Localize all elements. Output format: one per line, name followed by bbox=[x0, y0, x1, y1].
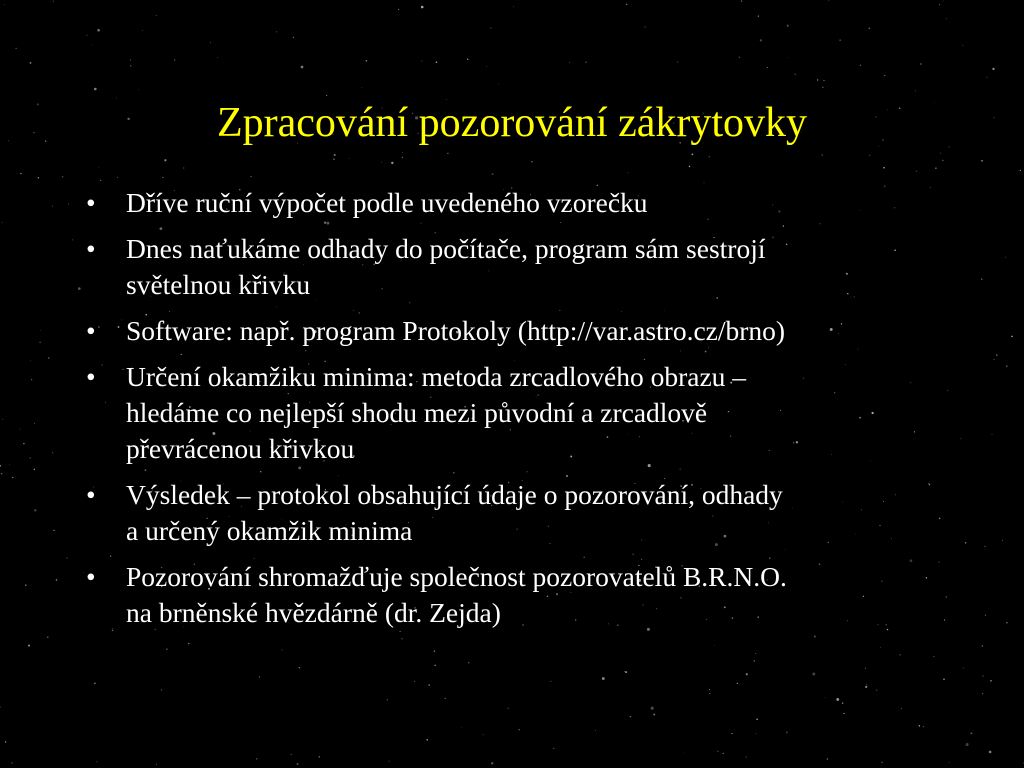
star-dot bbox=[628, 172, 629, 173]
bullet-text bbox=[126, 359, 966, 467]
bullet-item bbox=[86, 477, 966, 549]
star-dot bbox=[595, 730, 596, 731]
star-dot bbox=[68, 203, 69, 204]
bullet-icon: • bbox=[86, 361, 96, 392]
bullet-item bbox=[86, 359, 966, 467]
star-dot bbox=[34, 469, 35, 470]
star-dot bbox=[94, 88, 97, 91]
star-dot bbox=[935, 168, 936, 169]
star-dot bbox=[1, 473, 2, 474]
star-dot bbox=[691, 153, 693, 155]
star-dot bbox=[293, 37, 294, 38]
star-dot bbox=[402, 152, 403, 153]
star-dot bbox=[624, 671, 625, 672]
star-dot bbox=[83, 572, 84, 573]
star-dot bbox=[2, 222, 3, 223]
star-dot bbox=[62, 176, 64, 178]
star-dot bbox=[709, 156, 710, 157]
star-dot bbox=[299, 667, 300, 668]
star-dot bbox=[94, 683, 96, 685]
star-dot bbox=[447, 153, 448, 154]
star-dot bbox=[9, 464, 10, 465]
star-dot bbox=[20, 173, 22, 175]
star-dot bbox=[602, 677, 605, 680]
star-dot bbox=[823, 80, 824, 81]
star-dot bbox=[188, 643, 190, 645]
star-dot bbox=[860, 65, 861, 66]
star-dot bbox=[993, 359, 994, 360]
star-dot bbox=[142, 30, 143, 31]
star-dot bbox=[723, 753, 724, 754]
star-dot bbox=[876, 690, 877, 691]
star-dot bbox=[491, 762, 493, 764]
star-dot bbox=[78, 287, 81, 290]
star-dot bbox=[746, 673, 748, 675]
star-dot bbox=[933, 656, 934, 657]
star-dot bbox=[23, 443, 24, 444]
star-dot bbox=[786, 731, 788, 733]
star-dot bbox=[387, 699, 388, 700]
star-dot bbox=[949, 762, 950, 763]
star-dot bbox=[251, 176, 252, 177]
bullet-line: Určení okamžiku minima: metoda zrcadlového obrazu – bbox=[126, 361, 747, 392]
star-dot bbox=[869, 155, 870, 156]
bullet-item bbox=[86, 231, 966, 303]
bullet-line: Dnes naťukáme odhady do počítače, program sám sestrojí bbox=[126, 233, 766, 264]
bullet-line: Pozorování shromažďuje společnost pozorovatelů B.R.N.O. bbox=[126, 561, 787, 592]
star-dot bbox=[709, 689, 710, 690]
star-dot bbox=[985, 614, 986, 615]
star-dot bbox=[709, 693, 710, 694]
star-dot bbox=[66, 557, 67, 558]
star-dot bbox=[30, 360, 31, 361]
star-dot bbox=[881, 762, 882, 763]
star-dot bbox=[53, 530, 54, 531]
star-dot bbox=[970, 732, 972, 734]
star-dot bbox=[445, 698, 446, 699]
star-dot bbox=[984, 546, 985, 547]
star-dot bbox=[901, 708, 902, 709]
star-dot bbox=[402, 157, 403, 158]
star-dot bbox=[53, 0, 54, 1]
star-dot bbox=[38, 177, 39, 178]
star-dot bbox=[426, 739, 428, 741]
star-dot bbox=[731, 733, 732, 734]
star-dot bbox=[1011, 336, 1013, 338]
star-dot bbox=[746, 757, 747, 758]
slide-title: Zpracování pozorování zákrytovky bbox=[216, 100, 808, 146]
star-dot bbox=[982, 675, 983, 676]
star-dot bbox=[4, 4, 5, 5]
star-dot bbox=[461, 727, 462, 728]
star-dot bbox=[349, 158, 350, 159]
star-dot bbox=[161, 690, 162, 691]
star-dot bbox=[156, 15, 157, 16]
star-dot bbox=[989, 751, 992, 754]
star-dot bbox=[714, 645, 715, 646]
star-dot bbox=[513, 6, 514, 7]
star-dot bbox=[334, 154, 336, 156]
star-dot bbox=[677, 61, 679, 63]
star-dot bbox=[920, 63, 921, 64]
star-dot bbox=[836, 698, 839, 701]
star-dot bbox=[1006, 366, 1007, 367]
star-dot bbox=[982, 693, 983, 694]
bullet-line: světelnou křivku bbox=[126, 269, 311, 300]
star-dot bbox=[827, 758, 828, 759]
star-dot bbox=[0, 465, 1, 467]
star-dot bbox=[553, 748, 554, 749]
star-dot bbox=[981, 279, 982, 280]
star-dot bbox=[52, 452, 53, 453]
star-dot bbox=[869, 28, 870, 29]
star-dot bbox=[259, 676, 260, 677]
star-dot bbox=[40, 330, 41, 331]
star-dot bbox=[25, 585, 26, 586]
star-dot bbox=[28, 645, 30, 647]
star-dot bbox=[421, 6, 424, 9]
star-dot bbox=[301, 66, 304, 69]
star-dot bbox=[333, 158, 334, 159]
star-dot bbox=[130, 65, 131, 66]
star-dot bbox=[2, 419, 3, 420]
star-dot bbox=[138, 90, 139, 91]
bullet-item bbox=[86, 559, 966, 631]
star-dot bbox=[880, 647, 881, 648]
star-dot bbox=[865, 686, 867, 688]
star-dot bbox=[866, 684, 867, 685]
star-dot bbox=[940, 153, 941, 154]
star-dot bbox=[787, 25, 789, 27]
star-dot bbox=[361, 87, 362, 88]
star-dot bbox=[291, 754, 292, 755]
star-dot bbox=[0, 707, 1, 708]
star-dot bbox=[943, 679, 945, 681]
star-dot bbox=[12, 477, 13, 478]
star-dot bbox=[34, 509, 36, 511]
star-dot bbox=[52, 206, 53, 207]
star-dot bbox=[174, 59, 175, 60]
star-dot bbox=[381, 162, 382, 163]
star-dot bbox=[737, 683, 738, 684]
star-dot bbox=[467, 59, 468, 60]
star-dot bbox=[900, 654, 901, 655]
star-dot bbox=[689, 166, 690, 167]
star-dot bbox=[72, 239, 73, 240]
star-dot bbox=[217, 57, 218, 58]
star-dot bbox=[962, 45, 963, 46]
star-dot bbox=[15, 48, 16, 49]
star-dot bbox=[498, 83, 499, 84]
star-dot bbox=[434, 665, 435, 666]
star-dot bbox=[992, 434, 993, 435]
star-dot bbox=[436, 61, 438, 63]
star-dot bbox=[483, 734, 484, 735]
star-dot bbox=[817, 79, 818, 80]
star-dot bbox=[87, 35, 88, 36]
bullet-item bbox=[86, 185, 966, 221]
star-dot bbox=[916, 170, 917, 171]
star-dot bbox=[490, 27, 491, 28]
star-dot bbox=[987, 77, 988, 78]
star-dot bbox=[963, 668, 964, 669]
star-dot bbox=[569, 62, 570, 63]
bullet-text bbox=[126, 559, 966, 631]
bullet-text bbox=[126, 231, 966, 303]
star-dot bbox=[767, 67, 768, 68]
star-dot bbox=[164, 159, 166, 161]
bullet-icon: • bbox=[86, 561, 96, 592]
star-dot bbox=[822, 155, 823, 156]
star-dot bbox=[276, 31, 277, 32]
star-dot bbox=[550, 681, 551, 682]
star-dot bbox=[645, 26, 646, 27]
bullet-line: na brněnské hvězdárně (dr. Zejda) bbox=[126, 597, 501, 628]
bullet-list bbox=[86, 185, 966, 641]
star-dot bbox=[486, 66, 487, 67]
star-dot bbox=[842, 702, 843, 703]
star-dot bbox=[787, 57, 788, 58]
bullet-text bbox=[126, 477, 966, 549]
star-dot bbox=[1002, 540, 1003, 541]
star-dot bbox=[651, 707, 654, 710]
star-dot bbox=[117, 177, 118, 178]
bullet-line: Dříve ruční výpočet podle uvedeného vzorečku bbox=[126, 187, 648, 218]
star-dot bbox=[630, 716, 632, 718]
star-dot bbox=[434, 650, 436, 652]
star-dot bbox=[428, 684, 429, 685]
star-dot bbox=[5, 741, 6, 742]
bullet-text bbox=[126, 185, 966, 221]
star-dot bbox=[739, 57, 741, 59]
star-dot bbox=[942, 160, 943, 161]
star-dot bbox=[843, 713, 844, 714]
star-dot bbox=[319, 756, 320, 757]
star-dot bbox=[34, 423, 35, 424]
star-dot bbox=[30, 62, 32, 64]
star-dot bbox=[795, 74, 796, 75]
bullet-line: Software: např. program Protokoly (http://var.astro.cz/brno) bbox=[126, 315, 786, 346]
star-dot bbox=[183, 167, 184, 168]
star-dot bbox=[919, 725, 920, 726]
star-dot bbox=[626, 4, 627, 5]
star-dot bbox=[56, 579, 58, 581]
star-dot bbox=[398, 9, 399, 10]
star-dot bbox=[31, 379, 32, 380]
star-dot bbox=[755, 733, 756, 734]
star-dot bbox=[166, 648, 167, 649]
bullet-icon: • bbox=[86, 187, 96, 218]
star-dot bbox=[966, 743, 969, 746]
bullet-line: hledáme co nejlepší shodu mezi původní a zrcadlově bbox=[126, 397, 708, 428]
star-dot bbox=[939, 4, 940, 5]
star-dot bbox=[754, 660, 755, 661]
bullet-icon: • bbox=[86, 479, 96, 510]
star-dot bbox=[30, 458, 31, 459]
bullet-item bbox=[86, 313, 966, 349]
star-dot bbox=[507, 708, 508, 709]
star-dot bbox=[982, 645, 983, 646]
star-dot bbox=[391, 162, 393, 164]
star-dot bbox=[812, 673, 815, 676]
star-dot bbox=[492, 173, 494, 175]
bullet-icon: • bbox=[86, 233, 96, 264]
star-dot bbox=[389, 761, 390, 762]
star-dot bbox=[653, 714, 655, 716]
star-dot bbox=[755, 653, 756, 654]
star-dot bbox=[11, 762, 12, 763]
star-dot bbox=[822, 87, 823, 88]
star-dot bbox=[839, 39, 840, 40]
star-dot bbox=[98, 167, 99, 168]
star-dot bbox=[47, 636, 48, 637]
star-dot bbox=[366, 60, 368, 62]
star-dot bbox=[585, 62, 586, 63]
bullet-line: a určený okamžik minima bbox=[126, 515, 413, 546]
star-dot bbox=[825, 697, 826, 698]
bullet-text bbox=[126, 313, 966, 349]
star-dot bbox=[162, 177, 163, 178]
star-dot bbox=[97, 29, 100, 32]
star-dot bbox=[421, 60, 422, 61]
star-dot bbox=[828, 0, 829, 1]
star-dot bbox=[48, 357, 50, 359]
star-dot bbox=[758, 15, 759, 16]
star-dot bbox=[981, 160, 983, 162]
star-dot bbox=[96, 761, 97, 762]
star-dot bbox=[282, 649, 283, 650]
star-dot bbox=[210, 42, 211, 43]
star-dot bbox=[256, 758, 257, 759]
star-dot bbox=[531, 161, 532, 162]
star-dot bbox=[1020, 170, 1021, 171]
star-dot bbox=[884, 75, 885, 76]
bullet-line: převrácenou křivkou bbox=[126, 433, 355, 464]
star-dot bbox=[19, 429, 20, 430]
star-dot bbox=[717, 751, 718, 752]
star-dot bbox=[297, 763, 299, 765]
bullet-line: Výsledek – protokol obsahující údaje o pozorování, odhady bbox=[126, 479, 783, 510]
star-dot bbox=[946, 18, 947, 19]
star-dot bbox=[990, 680, 992, 682]
star-dot bbox=[704, 182, 705, 183]
star-dot bbox=[414, 681, 415, 682]
star-dot bbox=[865, 668, 866, 669]
star-dot bbox=[942, 0, 943, 1]
star-dot bbox=[39, 342, 40, 343]
star-dot bbox=[923, 726, 924, 727]
star-dot bbox=[760, 39, 762, 41]
star-dot bbox=[741, 0, 742, 1]
star-dot bbox=[1005, 257, 1006, 258]
star-dot bbox=[468, 662, 469, 663]
star-dot bbox=[130, 59, 131, 60]
star-dot bbox=[883, 167, 885, 169]
star-dot bbox=[684, 753, 685, 754]
star-dot bbox=[1006, 622, 1008, 624]
star-dot bbox=[100, 180, 101, 181]
star-dot bbox=[518, 729, 520, 731]
star-dot bbox=[992, 68, 994, 70]
star-dot bbox=[91, 45, 92, 46]
star-dot bbox=[915, 91, 916, 92]
star-dot bbox=[156, 764, 157, 765]
star-dot bbox=[625, 671, 627, 673]
star-dot bbox=[756, 719, 758, 721]
star-dot bbox=[996, 354, 997, 355]
bullet-icon: • bbox=[86, 315, 96, 346]
